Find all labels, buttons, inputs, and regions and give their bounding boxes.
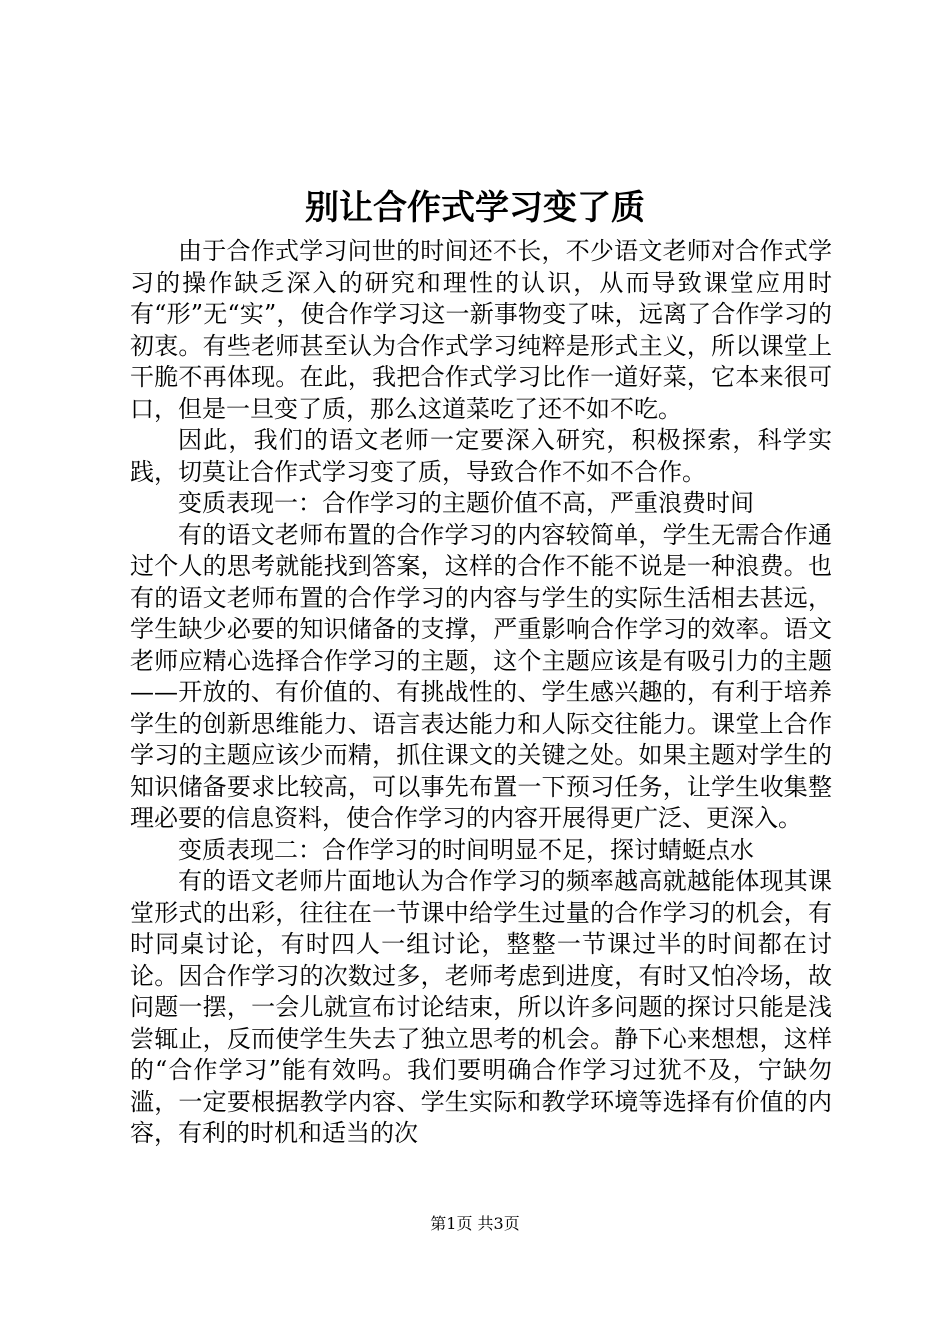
body-paragraph-2: 因此，我们的语文老师一定要深入研究，积极探索，科学实践，切莫让合作式学习变了质，导致合作不如不合作。 (130, 426, 832, 486)
body-paragraph-1: 由于合作式学习问世的时间还不长，不少语文老师对合作式学习的操作缺乏深入的研究和理性的认识，从而导致课堂应用时有“形”无“实”，使合作学习这一新事物变了味，远离了合作学习的初衷。有些老师甚至认为合作式学习纯粹是形式主义，所以课堂上干脆不再体现。在此，我把合作式学习比作一道好菜，它本来很可口，但是一旦变了质，那么这道菜吃了还不如不吃。 (130, 237, 832, 423)
section-heading-1: 变质表现一：合作学习的主题价值不高，严重浪费时间 (178, 489, 754, 517)
page-number-footer: 第1页 共3页 (430, 1214, 520, 1233)
document-title: 别让合作式学习变了质 (305, 188, 645, 228)
body-paragraph-4: 有的语文老师片面地认为合作学习的频率越高就越能体现其课堂形式的出彩，往往在一节课中给学生过量的合作学习的机会，有时同桌讨论，有时四人一组讨论，整整一节课过半的时间都在讨论。因合作学习的次数过多，老师考虑到进度，有时又怕冷场，故问题一摆，一会儿就宣布讨论结束，所以许多问题的探讨只能是浅尝辄止，反而使学生失去了独立思考的机会。静下心来想想，这样的“合作学习”能有效吗。我们要明确合作学习过犹不及，宁缺勿滥，一定要根据教学内容、学生实际和教学环境等选择有价值的内容，有利的时机和适当的次 (130, 867, 832, 1147)
body-paragraph-3: 有的语文老师布置的合作学习的内容较简单，学生无需合作通过个人的思考就能找到答案，这样的合作不能不说是一种浪费。也有的语文老师布置的合作学习的内容与学生的实际生活相去甚远，学生缺少必要的知识储备的支撑，严重影响合作学习的效率。语文老师应精心选择合作学习的主题，这个主题应该是有吸引力的主题——开放的、有价值的、有挑战性的、学生感兴趣的，有利于培养学生的创新思维能力、语言表达能力和人际交往能力。课堂上合作学习的主题应该少而精，抓住课文的关键之处。如果主题对学生的知识储备要求比较高，可以事先布置一下预习任务，让学生收集整理必要的信息资料，使合作学习的内容开展得更广泛、更深入。 (130, 520, 832, 832)
section-heading-2: 变质表现二：合作学习的时间明显不足，探讨蜻蜓点水 (178, 835, 754, 864)
document-body (130, 236, 832, 1150)
